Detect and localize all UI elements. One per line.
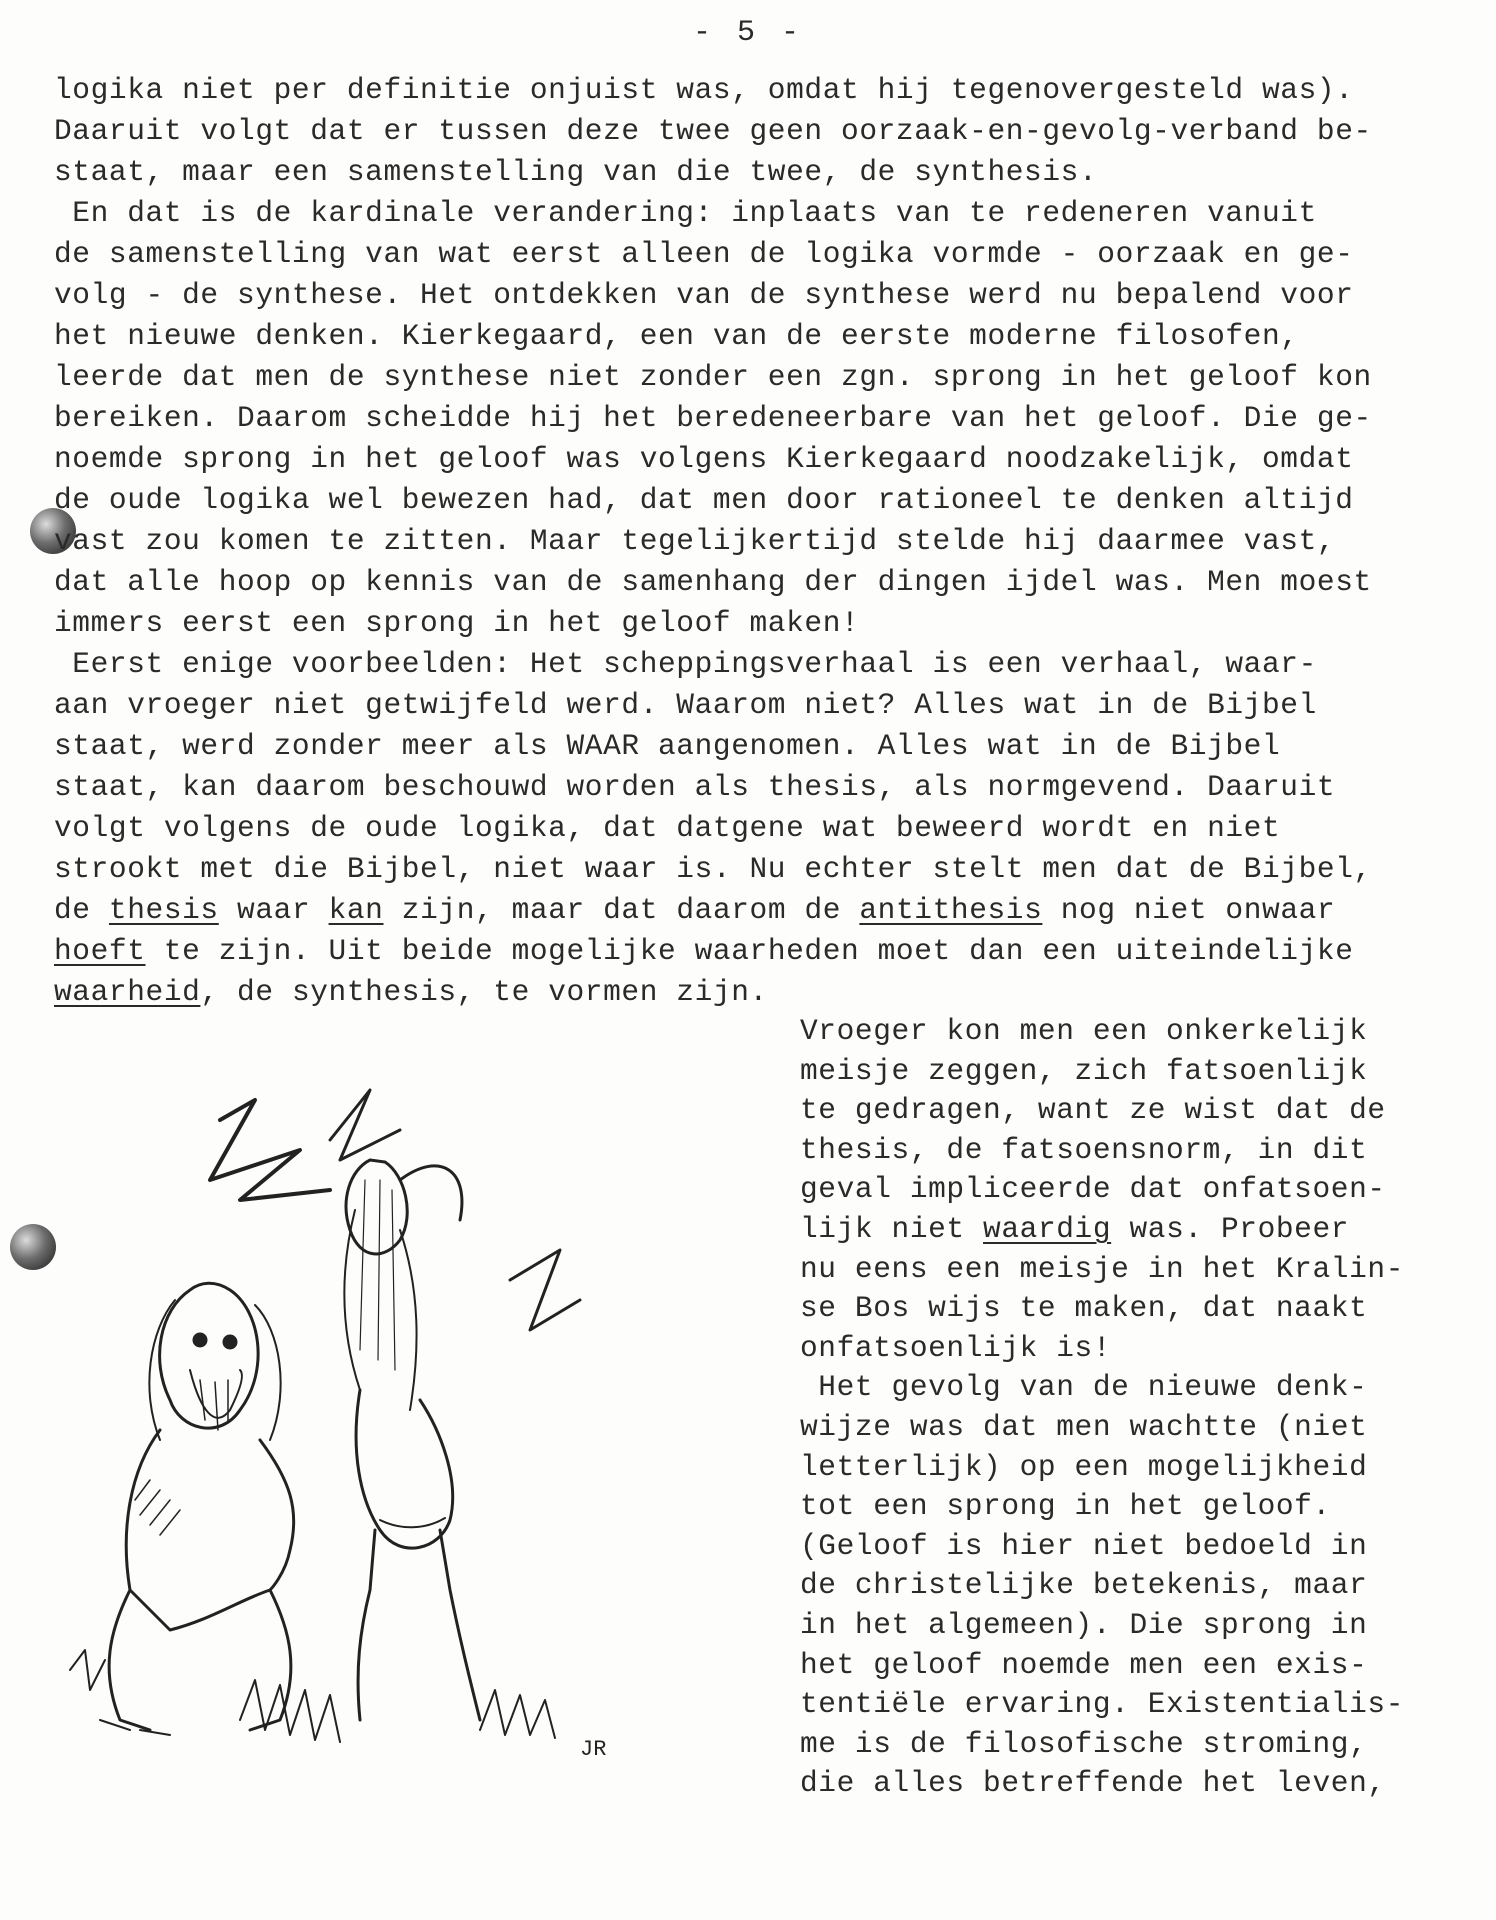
text-line: volg - de synthese. Het ontdekken van de synthese werd nu bepalend voor — [54, 278, 1354, 312]
text-line: tentiële ervaring. Existentialis- — [800, 1687, 1404, 1722]
text-line-underlined — [54, 972, 1444, 1013]
text-segment: , de synthesis, te vormen zijn. — [200, 975, 768, 1009]
main-text-block — [54, 70, 1444, 1013]
text-line: Vroeger kon men een onkerkelijk — [800, 1014, 1368, 1048]
underlined-word: antithesis — [859, 893, 1043, 927]
underlined-word: waarheid — [54, 975, 201, 1009]
text-line: me is de filosofische stroming, — [800, 1726, 1368, 1761]
text-line: tot een sprong in het geloof. — [800, 1489, 1331, 1524]
text-segment: te zijn. Uit beide mogelijke waarheden moet dan een uiteindelijke — [145, 934, 1354, 968]
text-line: in het algemeen). Die sprong in — [800, 1607, 1368, 1642]
text-line: staat, maar een samenstelling van die twee, de synthesis. — [54, 155, 1098, 189]
sketch-drawing — [70, 1090, 580, 1742]
text-line: bereiken. Daarom scheidde hij het beredeneerbare van het geloof. Die ge- — [54, 401, 1372, 435]
right-column-text — [800, 1012, 1460, 1804]
text-segment: waar — [218, 893, 329, 927]
text-line: meisje zeggen, zich fatsoenlijk — [800, 1053, 1368, 1088]
underlined-word: kan — [328, 893, 384, 927]
text-line: dat alle hoop op kennis van de samenhang der dingen ijdel was. Men moest — [54, 565, 1372, 599]
text-line: Eerst enige voorbeelden: Het scheppingsverhaal is een verhaal, waar- — [54, 647, 1317, 681]
underlined-word: thesis — [108, 893, 219, 927]
text-line: onfatsoenlijk is! — [800, 1330, 1112, 1365]
text-line: het geloof noemde men een exis- — [800, 1647, 1368, 1682]
text-line: Het gevolg van de nieuwe denk- — [800, 1370, 1368, 1405]
page-number: - 5 - — [692, 16, 803, 50]
text-line: leerde dat men de synthese niet zonder een zgn. sprong in het geloof kon — [54, 360, 1372, 394]
text-line-underlined — [800, 1210, 1460, 1250]
text-segment: nog niet onwaar — [1042, 893, 1336, 927]
text-line: noemde sprong in het geloof was volgens Kierkegaard noodzakelijk, omdat — [54, 442, 1354, 476]
text-line: strookt met die Bijbel, niet waar is. Nu echter stelt men dat de Bijbel, — [54, 852, 1372, 886]
sketch-illustration — [40, 1030, 680, 1770]
text-line: thesis, de fatsoensnorm, in dit — [800, 1132, 1368, 1167]
text-line: staat, kan daarom beschouwd worden als thesis, als normgevend. Daaruit — [54, 770, 1336, 804]
text-line: de samenstelling van wat eerst alleen de logika vormde - oorzaak en ge- — [54, 237, 1354, 271]
text-line: Daaruit volgt dat er tussen deze twee geen oorzaak-en-gevolg-verband be- — [54, 114, 1372, 148]
text-line: (Geloof is hier niet bedoeld in — [800, 1528, 1368, 1563]
underlined-word: waardig — [983, 1211, 1112, 1246]
text-line-underlined — [54, 931, 1444, 972]
text-line: se Bos wijs te maken, dat naakt — [800, 1291, 1368, 1326]
text-line: geval impliceerde dat onfatsoen- — [800, 1172, 1386, 1207]
text-line: staat, werd zonder meer als WAAR aangenomen. Alles wat in de Bijbel — [54, 729, 1281, 763]
signature-initials: JR — [580, 1737, 607, 1762]
text-line: volgt volgens de oude logika, dat datgene wat beweerd wordt en niet — [54, 811, 1281, 845]
text-line: aan vroeger niet getwijfeld werd. Waarom niet? Alles wat in de Bijbel — [54, 688, 1317, 722]
text-line: vast zou komen te zitten. Maar tegelijkertijd stelde hij daarmee vast, — [54, 524, 1336, 558]
text-segment: zijn, maar dat daarom de — [383, 893, 860, 927]
text-line: de oude logika wel bewezen had, dat men door rationeel te denken altijd — [54, 483, 1354, 517]
text-line: nu eens een meisje in het Kralin- — [800, 1251, 1404, 1286]
text-line: letterlijk) op een mogelijkheid — [800, 1449, 1368, 1484]
text-line: wijze was dat men wachtte (niet — [800, 1409, 1368, 1444]
text-line-underlined — [54, 890, 1444, 931]
text-line: die alles betreffende het leven, — [800, 1766, 1386, 1801]
text-line: logika niet per definitie onjuist was, omdat hij tegenovergesteld was). — [54, 73, 1354, 107]
underlined-word: hoeft — [54, 934, 146, 968]
text-segment: de — [54, 893, 109, 927]
text-line: En dat is de kardinale verandering: inplaats van te redeneren vanuit — [54, 196, 1317, 230]
text-line: immers eerst een sprong in het geloof maken! — [54, 606, 860, 640]
text-segment: was. Probeer — [1111, 1211, 1350, 1246]
text-line: te gedragen, want ze wist dat de — [800, 1093, 1386, 1128]
text-line: het nieuwe denken. Kierkegaard, een van de eerste moderne filosofen, — [54, 319, 1299, 353]
text-segment: lijk niet — [800, 1211, 984, 1246]
text-line: de christelijke betekenis, maar — [800, 1568, 1368, 1603]
